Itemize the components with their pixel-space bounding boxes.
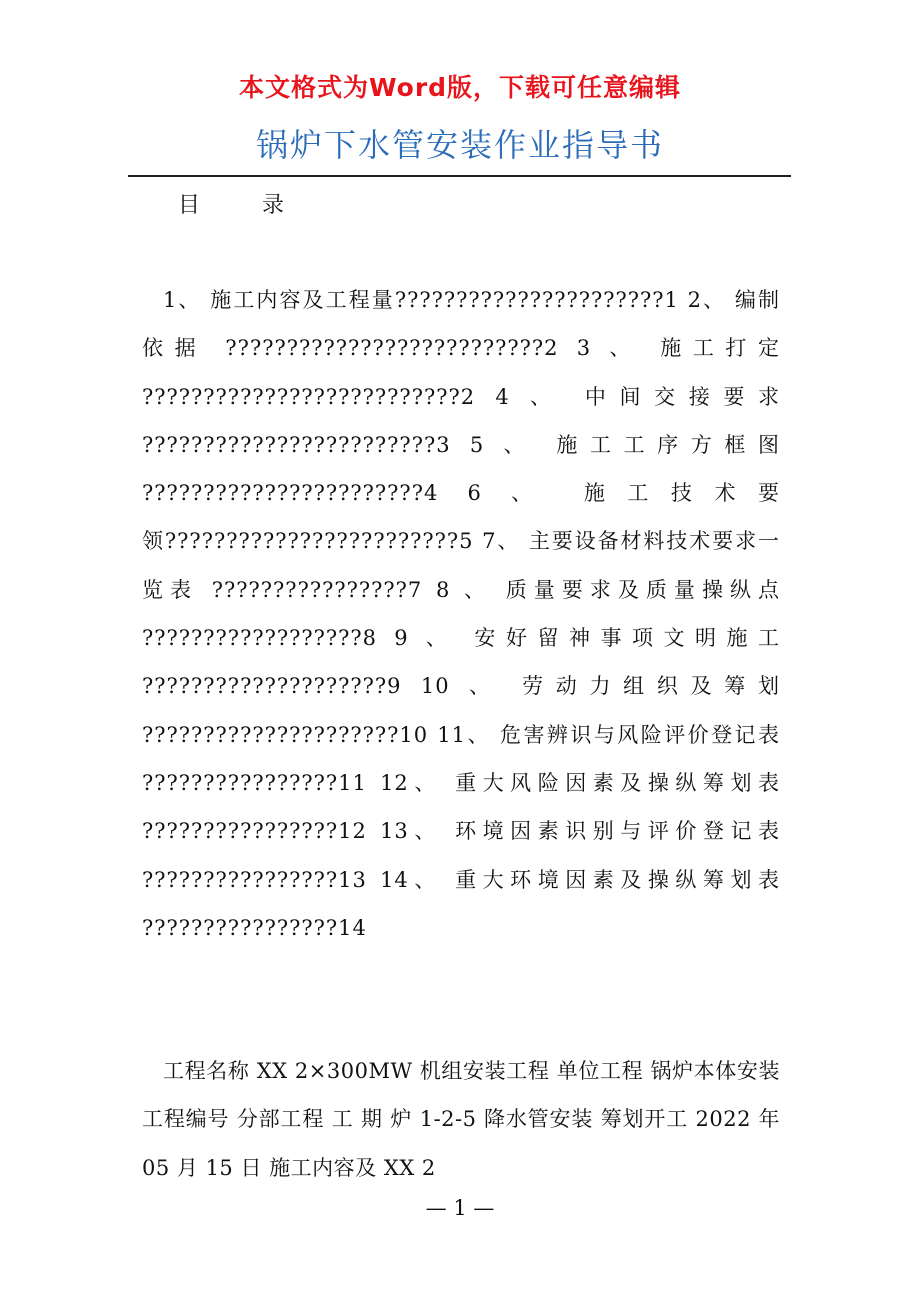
project-info-paragraph: 工程名称 XX 2×300MW 机组安装工程 单位工程 锅炉本体安装 工程编号 分部工程 工 期 炉 1-2-5 降水管安装 筹划开工 2022 年 05 月 15 日 施工内容及 XX 2 (142, 1059, 780, 1180)
document-title: 锅炉下水管安装作业指导书 (255, 126, 664, 164)
toc-heading-char-1: 目 (178, 193, 201, 218)
toc-heading (178, 188, 284, 219)
page-number: — 1 — (425, 1196, 495, 1220)
toc-heading-char-2: 录 (262, 193, 285, 218)
table-of-contents: 1、 施工内容及工程量??????????????????????1 2、 编制依据 ??????????????????????????2 3 、 施工打定 ??????????????????????????2 4 、 中间交接要求 ????????????????????????3 5 、 施工工序方框图 ???????????????????????4 6 、 施工技术要领????????????????????????5 7、 主要设备材料技术要求一览表 ????????????????7 8 、 质量要求及质量操纵点 ??????????????????8 9 、 安好留神事项文明施工 ????????????????????9 10 、 劳动力组织及筹划 ?????????????????????10 11、 危害辨识与风险评价登记表 ????????????????11 12、 重大风险因素及操纵筹划表 ????????????????12 13、 环境因素识别与评价登记表 ????????????????13 14、 重大环境因素及操纵筹划表 ????????????????14 (142, 288, 780, 940)
title-divider (128, 175, 791, 177)
format-banner: 本文格式为Word版，下载可任意编辑 (238, 73, 682, 102)
